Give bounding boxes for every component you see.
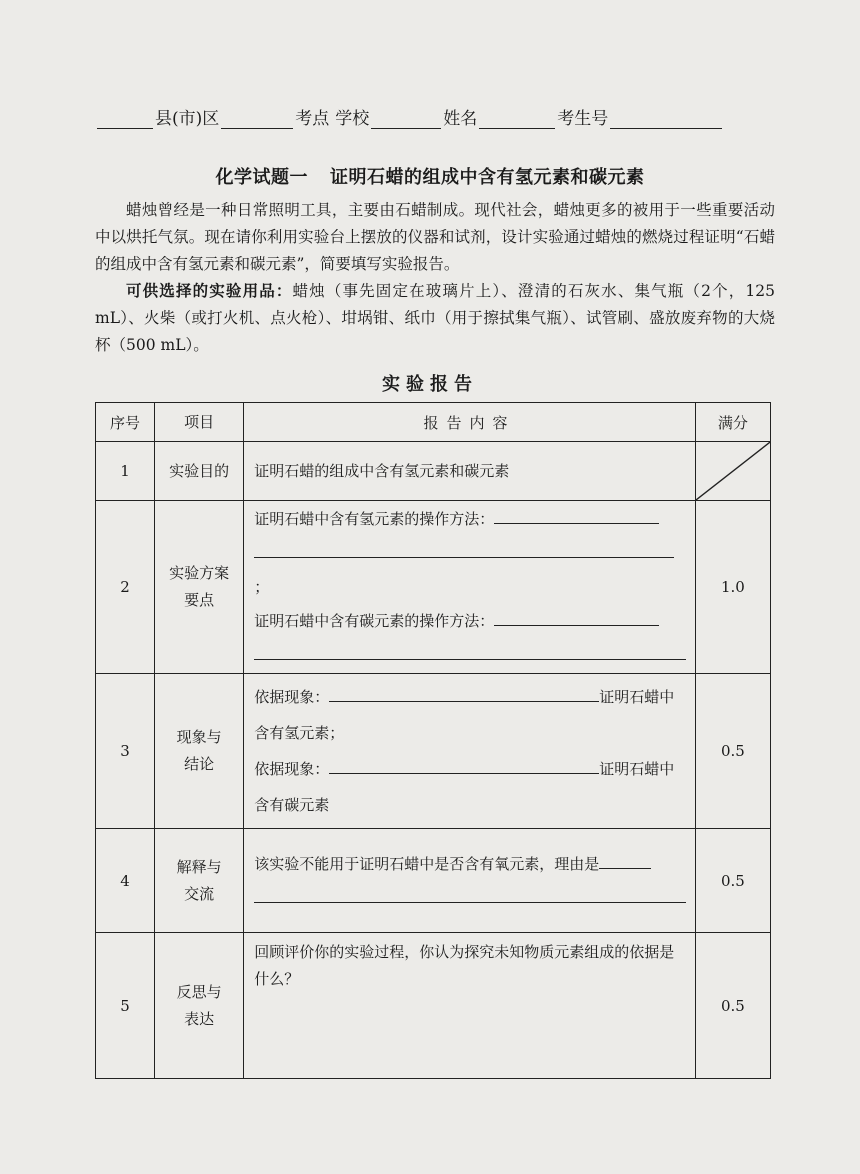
intro-paragraph-1: 蜡烛曾经是一种日常照明工具，主要由石蜡制成。现代社会，蜡烛更多的被用于一些重要活动中以烘托气氛。现在请你利用实验台上摆放的仪器和试剂，设计实验通过蜡烛的燃烧过程证明“石蜡的组成中含有氢元素和碳元素”，简要填写实验报告。 bbox=[95, 201, 775, 273]
row4-score: 0.5 bbox=[695, 829, 770, 933]
header-score: 满分 bbox=[695, 403, 770, 442]
hydrogen-phenomenon-blank[interactable] bbox=[329, 681, 599, 702]
table-header-row bbox=[96, 403, 771, 442]
reason-blank-2[interactable] bbox=[254, 882, 686, 903]
candidate-info-line bbox=[95, 104, 780, 129]
table-row bbox=[96, 442, 771, 501]
row2-item: 实验方案 要点 bbox=[155, 501, 244, 674]
table-row bbox=[96, 501, 771, 674]
materials-list: 蜡烛（事先固定在玻璃片上）、澄清的石灰水、集气瓶（2个，125 mL）、火柴（或打火机、点火枪）、坩埚钳、纸巾（用于擦拭集气瓶）、试管刷、盛放废弃物的大烧杯（500 mL）。 bbox=[95, 282, 775, 354]
header-item: 项目 bbox=[155, 403, 244, 442]
row5-no: 5 bbox=[96, 933, 155, 1079]
row1-content: 证明石蜡的组成中含有氢元素和碳元素 bbox=[254, 462, 510, 480]
row5-content: 回顾评价你的实验过程，你认为探究未知物质元素组成的依据是什么？ bbox=[254, 943, 675, 988]
row5-score: 0.5 bbox=[695, 933, 770, 1079]
row4-no: 4 bbox=[96, 829, 155, 933]
carbon-method-label: 证明石蜡中含有碳元素的操作方法： bbox=[254, 612, 495, 630]
name-blank[interactable] bbox=[479, 110, 555, 129]
name-label: 姓名 bbox=[443, 109, 478, 129]
exam-no-label: 考生号 bbox=[557, 109, 609, 129]
row3-item: 现象与 结论 bbox=[155, 674, 244, 829]
row5-item: 反思与 表达 bbox=[155, 933, 244, 1079]
row2-no: 2 bbox=[96, 501, 155, 674]
row1-item: 实验目的 bbox=[155, 442, 244, 501]
exam-no-blank[interactable] bbox=[610, 110, 722, 129]
school-label: 学校 bbox=[335, 109, 370, 129]
table-row bbox=[96, 674, 771, 829]
intro-text bbox=[95, 197, 775, 359]
carbon-method-blank-1[interactable] bbox=[494, 605, 659, 626]
row1-no: 1 bbox=[96, 442, 155, 501]
title-main: 证明石蜡的组成中含有氢元素和碳元素 bbox=[330, 167, 645, 188]
exam-site-blank[interactable] bbox=[221, 110, 293, 129]
report-title: 实验报告 bbox=[382, 374, 478, 395]
row3-no: 3 bbox=[96, 674, 155, 829]
intro-paragraph-2 bbox=[95, 278, 775, 359]
hydrogen-method-blank-1[interactable] bbox=[494, 503, 659, 524]
row3-content: 依据现象： 证明石蜡中 含有氢元素； 依据现象： 证明石蜡中 含有碳元素 bbox=[244, 679, 695, 823]
reason-blank-1[interactable] bbox=[599, 848, 651, 869]
carbon-method-blank-2[interactable] bbox=[254, 639, 686, 660]
materials-label: 可供选择的实验用品： bbox=[126, 282, 293, 300]
exam-site-label: 考点 bbox=[295, 109, 330, 129]
row4-content: 该实验不能用于证明石蜡中是否含有氧元素，理由是 bbox=[244, 847, 695, 915]
hydrogen-method-blank-2[interactable] bbox=[254, 537, 674, 558]
school-blank[interactable] bbox=[371, 110, 441, 129]
carbon-phenomenon-blank[interactable] bbox=[329, 753, 599, 774]
table-row bbox=[96, 829, 771, 933]
diagonal-slash-icon bbox=[696, 442, 770, 500]
row4-item: 解释与 交流 bbox=[155, 829, 244, 933]
title-prefix: 化学试题一 bbox=[215, 167, 308, 188]
county-label: 县(市)区 bbox=[155, 109, 220, 129]
table-row bbox=[96, 933, 771, 1079]
header-no: 序号 bbox=[96, 403, 155, 442]
question-title bbox=[0, 163, 860, 189]
report-table bbox=[95, 402, 771, 1079]
row2-score: 1.0 bbox=[695, 501, 770, 674]
county-blank[interactable] bbox=[97, 110, 153, 129]
hydrogen-method-label: 证明石蜡中含有氢元素的操作方法： bbox=[254, 510, 495, 528]
row1-score-slash bbox=[695, 442, 770, 501]
row2-content: 证明石蜡中含有氢元素的操作方法： ； 证明石蜡中含有碳元素的操作方法： bbox=[244, 502, 695, 672]
row3-score: 0.5 bbox=[695, 674, 770, 829]
header-content: 报告内容 bbox=[244, 403, 696, 442]
